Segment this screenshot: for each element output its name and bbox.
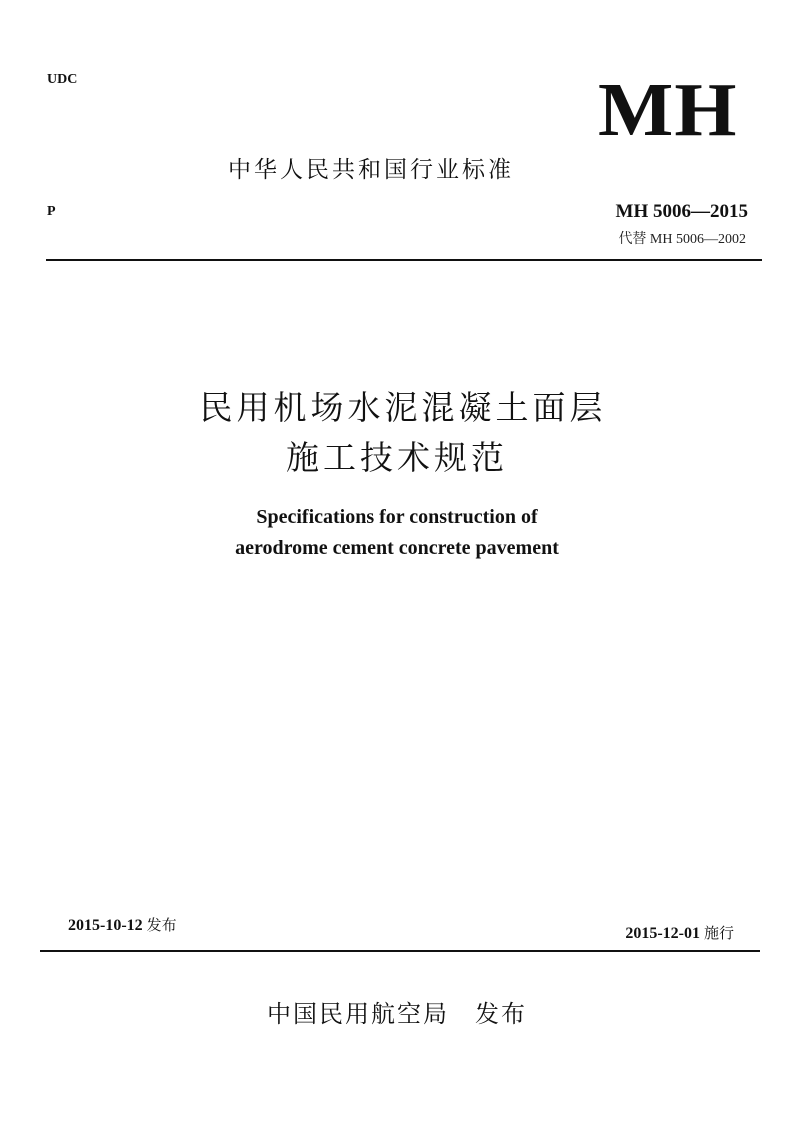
- standard-number: MH 5006—2015: [615, 201, 748, 222]
- top-divider: [46, 259, 762, 261]
- title-chinese-line-2: 施工技术规范: [286, 438, 508, 477]
- issue-label: 发布: [146, 916, 177, 934]
- replaces-standard: 代替 MH 5006—2002: [618, 232, 746, 247]
- title-english-line-2: aerodrome cement concrete pavement: [235, 537, 559, 559]
- mh-logo: MH: [598, 68, 738, 152]
- issue-date-block: [68, 914, 177, 935]
- effective-date-block: [625, 922, 734, 943]
- issuing-authority: 中国民用航空局 发布: [267, 1000, 527, 1028]
- classification-letter: P: [47, 204, 56, 219]
- standard-category: 中华人民共和国行业标准: [228, 157, 514, 183]
- bottom-divider: [40, 950, 760, 952]
- title-english-line-1: Specifications for construction of: [256, 506, 538, 528]
- issue-date: 2015-10-12: [68, 917, 143, 934]
- udc-label: UDC: [47, 72, 78, 87]
- effective-date: 2015-12-01: [625, 925, 700, 942]
- title-chinese-line-1: 民用机场水泥混凝土面层: [199, 388, 607, 427]
- effective-label: 施行: [703, 924, 734, 942]
